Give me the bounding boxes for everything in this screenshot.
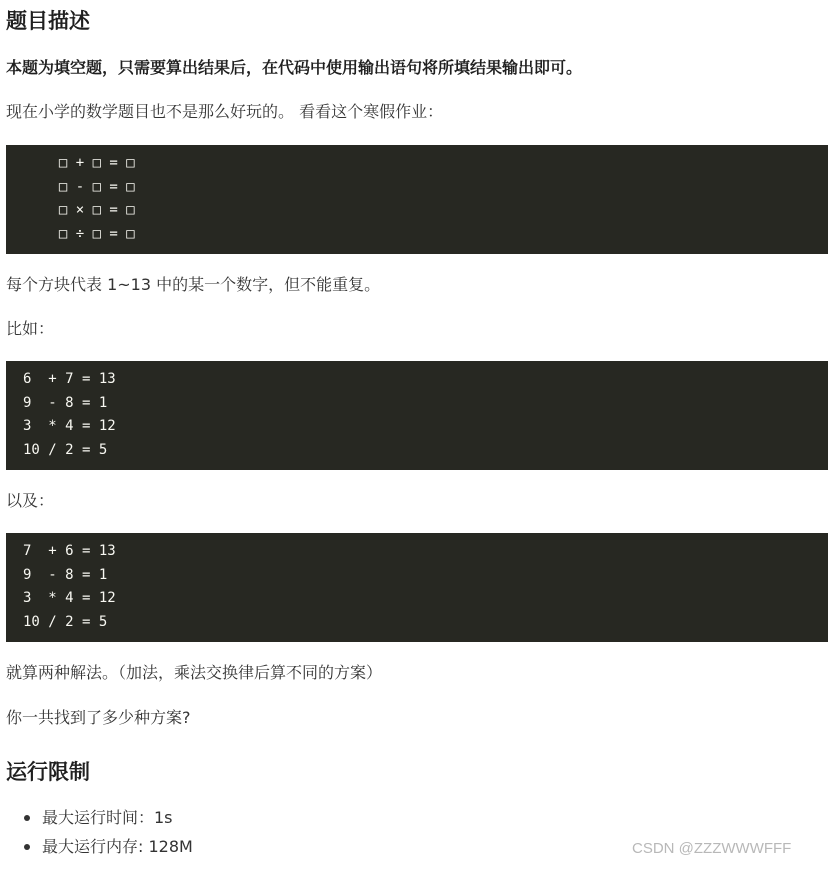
list-item (0, 832, 600, 861)
question-text: 你一共找到了多少种方案? (6, 708, 191, 727)
code-line: 3 * 4 = 12 (23, 418, 116, 434)
code-line: 6 + 7 = 13 (23, 371, 116, 387)
code-line: 7 + 6 = 13 (23, 543, 116, 559)
intro-text: 现在小学的数学题目也不是那么好玩的。 看看这个寒假作业： (6, 102, 444, 121)
code-line: □ - □ = □ (42, 178, 135, 195)
limits-list (0, 803, 600, 861)
limit-memory: 最大运行内存: 128M (42, 837, 193, 856)
code-line: 3 * 4 = 12 (23, 590, 116, 606)
bullet-icon (24, 844, 30, 850)
code-line: 10 / 2 = 5 (23, 441, 108, 458)
example-label: 比如： (6, 319, 55, 338)
bullet-icon (24, 815, 30, 821)
limit-time: 最大运行时间：1s (42, 808, 173, 827)
code-line: □ + □ = □ (42, 155, 135, 171)
code-line: 9 - 8 = 1 (23, 566, 108, 583)
also-label: 以及： (6, 491, 55, 510)
heading-limits: 运行限制 (6, 760, 90, 784)
two-solutions-text: 就算两种解法。（加法，乘法交换律后算不同的方案） (6, 663, 383, 682)
watermark: CSDN @ZZZWWWFFF (632, 840, 792, 857)
code-block-template (6, 145, 828, 254)
code-line: 10 / 2 = 5 (23, 613, 108, 630)
code-block-example-1 (6, 361, 828, 470)
code-line: □ × □ = □ (42, 202, 135, 218)
intro-bold-text: 本题为填空题，只需要算出结果后，在代码中使用输出语句将所填结果输出即可。 (6, 58, 583, 77)
code-line: 9 - 8 = 1 (23, 394, 108, 411)
list-item (0, 803, 600, 832)
code-block-example-2 (6, 533, 828, 642)
code-line: □ ÷ □ = □ (42, 225, 135, 242)
heading-description: 题目描述 (6, 9, 90, 33)
rule-text: 每个方块代表 1~13 中的某一个数字，但不能重复。 (6, 275, 381, 294)
